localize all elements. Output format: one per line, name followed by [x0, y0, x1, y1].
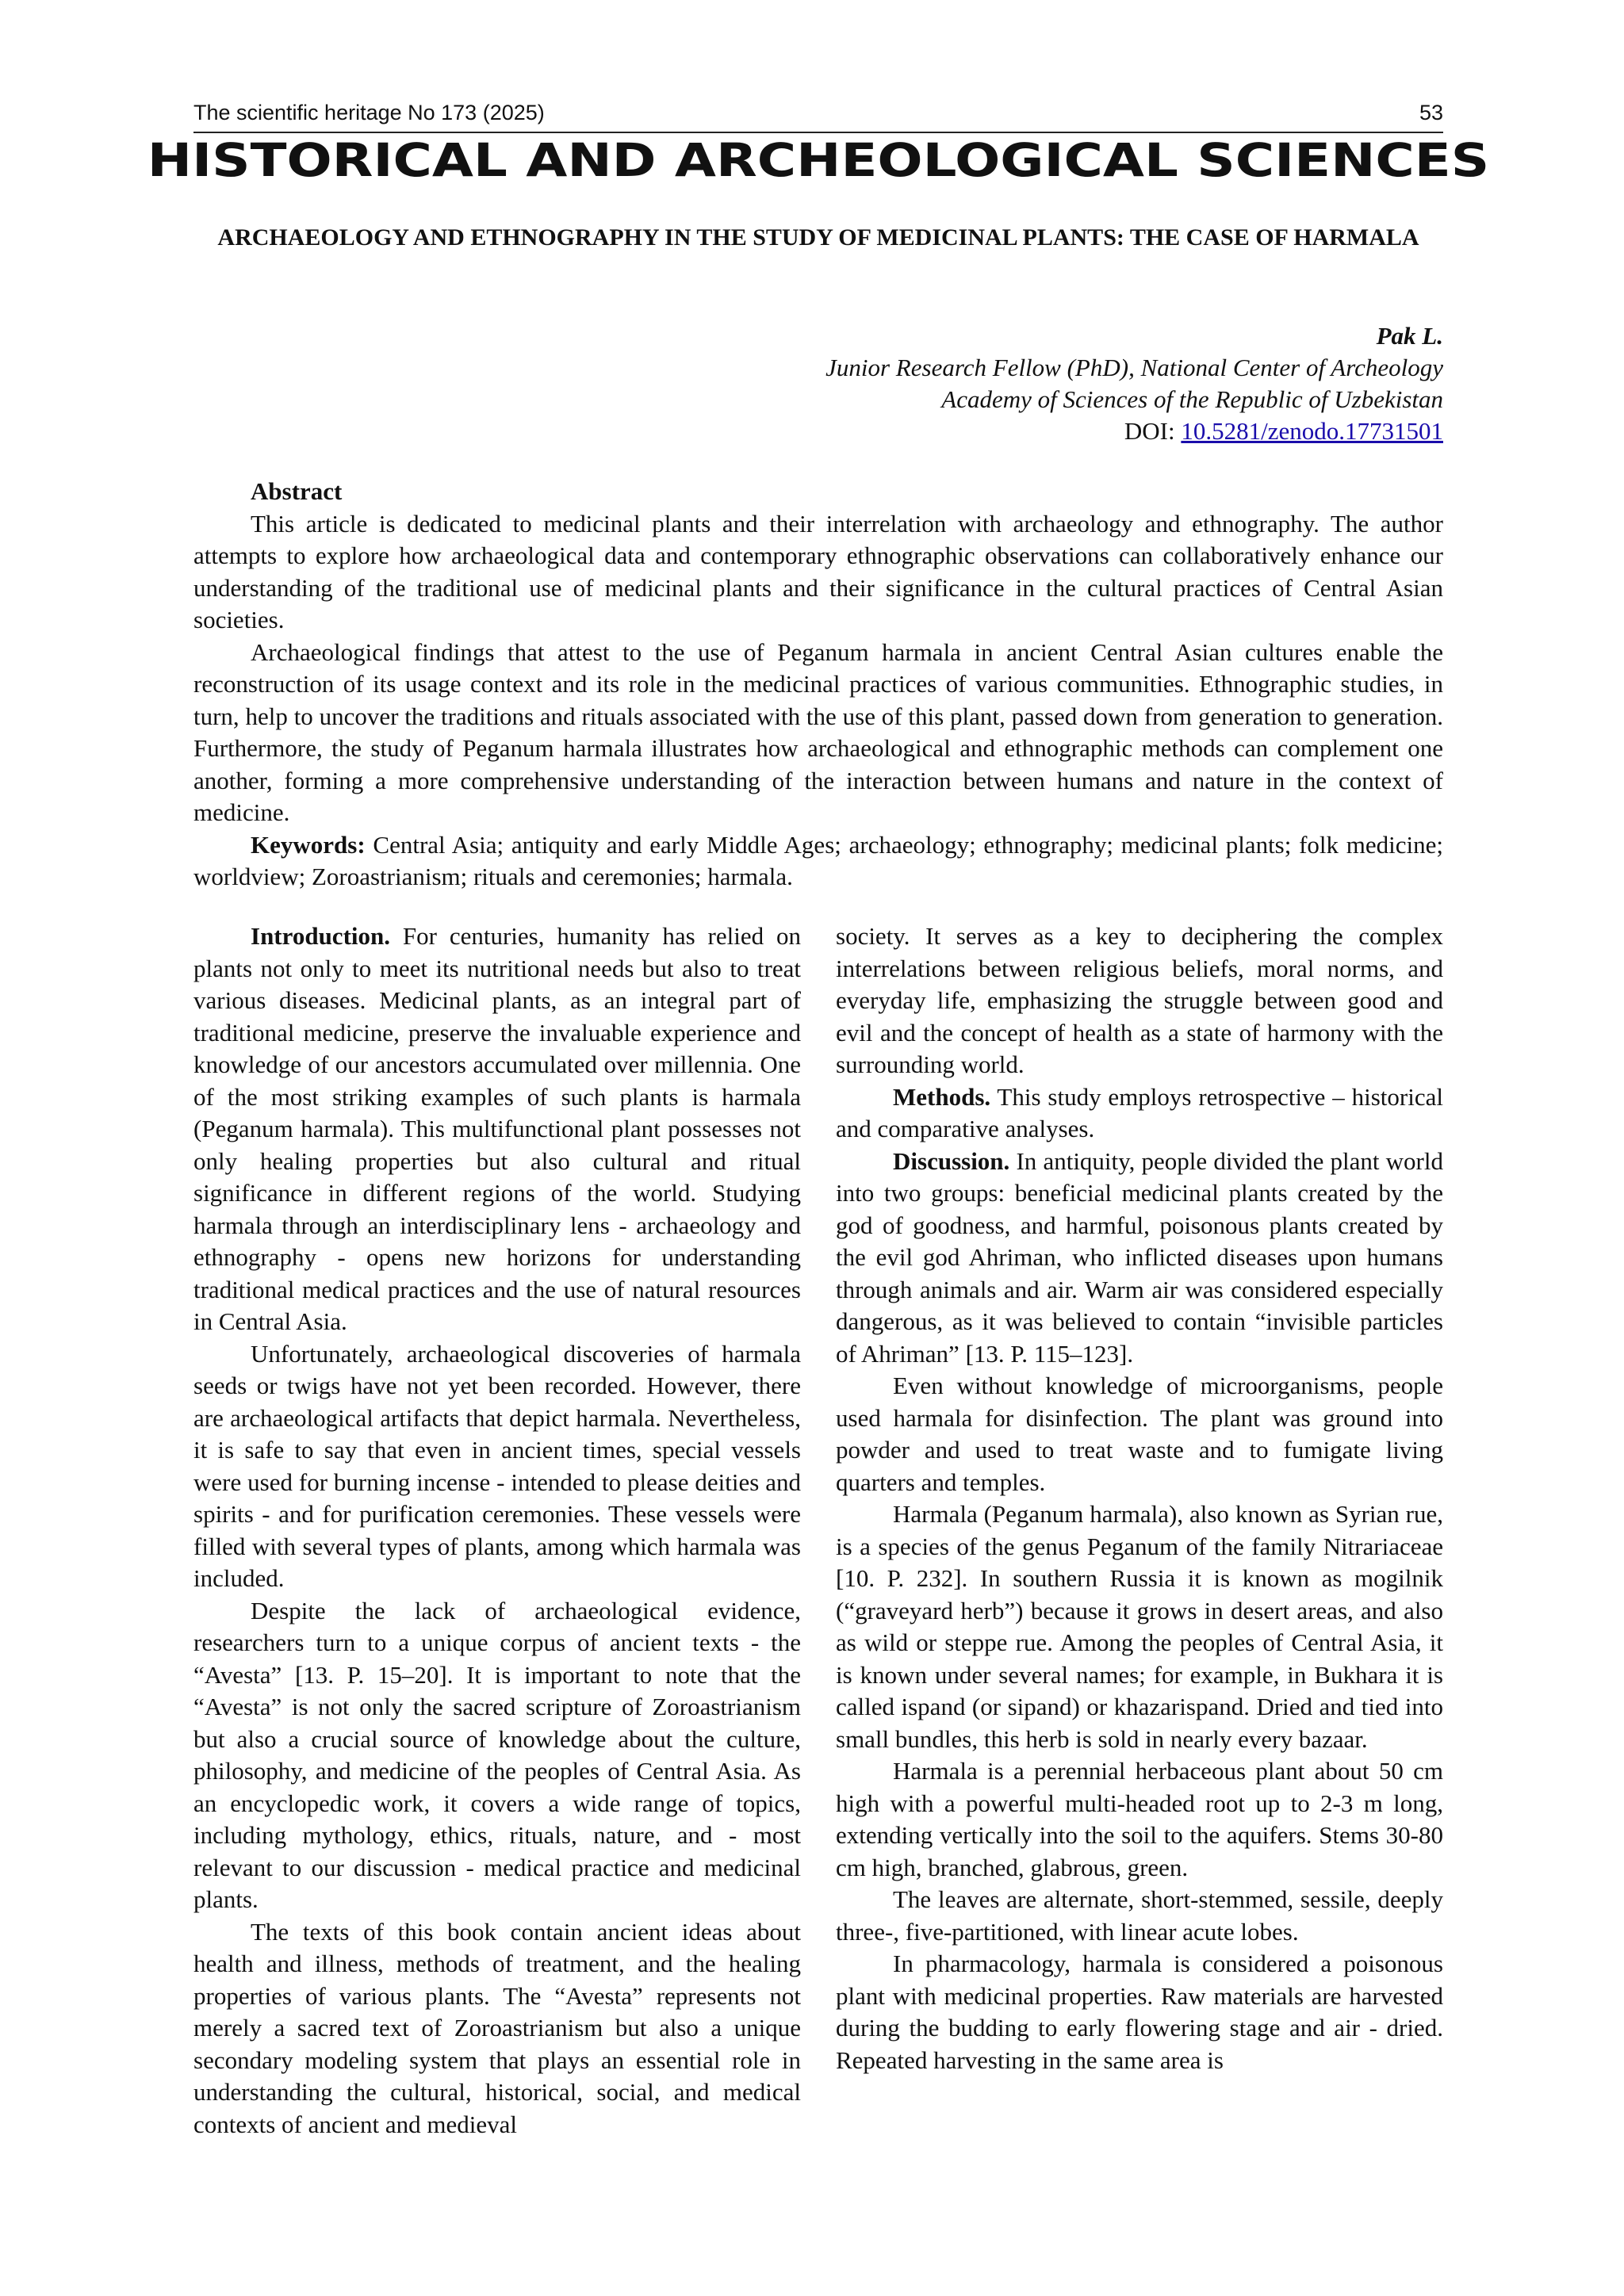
abstract-section — [193, 476, 1443, 894]
abstract-paragraph: Archaeological findings that attest to the use of Peganum harmala in ancient Central Asian cultures enable the reconstruction of its usage context and its role in the medicinal practices of various communities. Ethnographic studies, in turn, help to uncover the traditions and rituals associated with the use of this plant, passed down from generation to generation. Furthermore, the study of Peganum harmala illustrates how archaeological and ethnographic methods can complement one another, forming a more comprehensive understanding of the interaction between humans and nature in the context of medicine. — [193, 637, 1443, 826]
methods-heading: Methods. — [893, 1082, 991, 1111]
body-paragraph: Even without knowledge of microorganisms, people used harmala for disinfection. The plant was ground into powder and used to treat waste and to fumigate living quarters and temples. — [836, 1372, 1443, 1496]
page-number: 53 — [1419, 101, 1443, 124]
author-affiliation: Junior Research Fellow (PhD), National Center of Archeology — [825, 354, 1443, 381]
left-column — [193, 920, 801, 2141]
introduction-heading: Introduction. — [251, 922, 390, 950]
body-paragraph: Despite the lack of archaeological evidence, researchers turn to a unique corpus of ancient texts - the “Avesta” [13. P. 15–20]. It is important to note that the “Avesta” is not only the sacred scripture of Zoroastrianism but also a crucial source of knowledge about the culture, philosophy, and medicine of the peoples of Central Asia. As an encyclopedic work, it covers a wide range of topics, including mythology, ethics, rituals, nature, and - most relevant to our discussion - medical practice and medicinal plants. — [193, 1596, 801, 1913]
body-paragraph: The texts of this book contain ancient ideas about health and illness, methods of treatment, and the healing properties of various plants. The “Avesta” represents not merely a sacred text of Zoroastrianism but also a unique secondary modeling system that plays an essential role in understanding the cultural, historical, social, and medical contexts of ancient and medieval — [193, 1917, 801, 2138]
body-paragraph — [193, 920, 801, 1338]
right-column — [836, 920, 1443, 2076]
article-title: ARCHAEOLOGY AND ETHNOGRAPHY IN THE STUDY OF MEDICINAL PLANTS: THE CASE OF HARMALA — [217, 224, 1419, 251]
body-paragraph — [836, 1146, 1443, 1371]
keywords-paragraph — [193, 829, 1443, 894]
abstract-heading: Abstract — [251, 477, 343, 505]
abstract-paragraph: This article is dedicated to medicinal plants and their interrelation with archaeology and ethnography. The author attempts to explore how archaeological data and contemporary ethnographic observations can collaboratively enhance our understanding of the traditional use of medicinal plants and their significance in the cultural practices of Central Asian societies. — [193, 509, 1443, 633]
body-paragraph — [836, 1081, 1443, 1146]
discussion-text: In antiquity, people divided the plant world into two groups: beneficial medicinal plants created by the god of goodness, and harmful, poisonous plants created by the evil god Ahriman, who inflicted diseases upon humans through animals and air. Warm air was considered especially dangerous, as it was believed to contain “invisible particles of Ahriman” [13. P. 115–123]. — [836, 1146, 1443, 1368]
introduction-text: For centuries, humanity has relied on plants not only to meet its nutritional needs but also to treat various diseases. Medicinal plants, as an integral part of traditional medicine, preserve the invaluable experience and knowledge of our ancestors accumulated over millennia. One of the most striking examples of such plants is harmala (Peganum harmala). This multifunctional plant possesses not only healing properties but also cultural and ritual significance in different regions of the world. Studying harmala through an interdisciplinary lens - archaeology and ethnography - opens new horizons for understanding traditional medical practices and the use of natural resources in Central Asia. — [193, 922, 801, 1335]
author-block — [193, 320, 1443, 447]
body-paragraph: Harmala (Peganum harmala), also known as Syrian rue, is a species of the genus Peganum of the family Nitrariaceae [10. P. 232]. In southern Russia it is known as mogilnik (“graveyard herb”) because it grows in desert areas, and also as wild or steppe rue. Among the peoples of Central Asia, it is known under several names; for example, in Bukhara it is called ispand (or sipand) or khazarispand. Dried and tied into small bundles, this herb is sold in nearly every bazaar. — [836, 1500, 1443, 1753]
doi-line — [193, 415, 1443, 447]
author-institution: Academy of Sciences of the Republic of Uzbekistan — [941, 385, 1443, 413]
body-paragraph: Unfortunately, archaeological discoveries of harmala seeds or twigs have not yet been recorded. However, there are archaeological artifacts that depict harmala. Nevertheless, it is safe to say that even in ancient times, special vessels were used for burning incense - intended to please deities and spirits - and for purification ceremonies. These vessels were filled with several types of plants, among which harmala was included. — [193, 1339, 801, 1592]
body-paragraph: The leaves are alternate, short-stemmed, sessile, deeply three-, five-partitioned, with linear acute lobes. — [836, 1885, 1443, 1946]
section-title: HISTORICAL AND ARCHEOLOGICAL SCIENCES — [147, 133, 1490, 187]
body-paragraph: Harmala is a perennial herbaceous plant about 50 cm high with a powerful multi-headed root up to 2-3 m long, extending vertically into the soil to the aquifers. Stems 30-80 cm high, branched, glabrous, green. — [836, 1757, 1443, 1881]
journal-name: The scientific heritage No 173 (2025) — [193, 101, 545, 124]
author-name: Pak L. — [1376, 322, 1443, 350]
body-paragraph: society. It serves as a key to deciphering the complex interrelations between religious beliefs, moral norms, and everyday life, emphasizing the struggle between good and evil and the concept of health as a state of harmony with the surrounding world. — [836, 922, 1443, 1078]
discussion-heading: Discussion. — [893, 1146, 1010, 1175]
keywords-label: Keywords: — [251, 830, 366, 859]
keywords-list: Central Asia; antiquity and early Middle Ages; archaeology; ethnography; medicinal plants; folk medicine; worldview; Zoroastrianism; rituals and ceremonies; harmala. — [193, 830, 1443, 890]
methods-text: This study employs retrospective – historical and comparative analyses. — [836, 1082, 1443, 1142]
doi-label: DOI: — [1124, 417, 1182, 445]
doi-link[interactable]: 10.5281/zenodo.17731501 — [1181, 417, 1443, 445]
body-paragraph: In pharmacology, harmala is considered a poisonous plant with medicinal properties. Raw materials are harvested during the budding to early flowering stage and air - dried. Repeated harvesting in the same area is — [836, 1950, 1443, 2074]
